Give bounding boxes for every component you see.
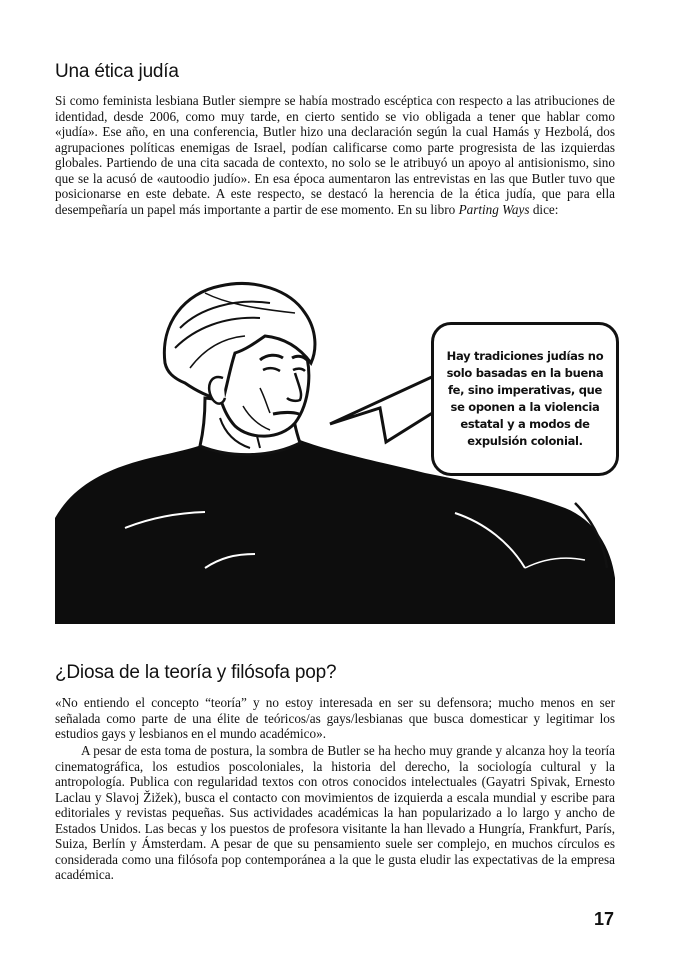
section-heading-etica-judia: Una ética judía (55, 61, 179, 82)
speech-bubble-tail (328, 372, 438, 447)
page-number: 17 (594, 909, 615, 929)
book-title: Parting Ways (458, 201, 530, 217)
speech-bubble (431, 322, 619, 476)
paragraph-text-part-2: dice: (529, 201, 559, 217)
section-heading-diosa-teoria: ¿Diosa de la teoría y filósofa pop? (55, 662, 337, 683)
paragraph-text-part-1: Si como feminista lesbiana Butler siempre se había mostrado escéptica con respecto a las atribuciones de identidad, desde 2006, como muy tarde, en cierto sentido se vio obligada a tener que hablar como «judía». Ese año, en una conferencia, Butler hizo una declaración según la cual Hamás y Hezbolá, dos agrupaciones políticas enemigas de Israel, podían calificarse como parte progresista de las izquierdas globales. Partiendo de una cita sacada de contexto, no solo se le atribuyó un apoyo al antisionismo, sino que se la acusó de «autoodio judío». En esa época aumentaron las entrevistas en las que Butler tuvo que posicionarse en este debate. A este respecto, se destacó la herencia de la ética judía, que para ella desempeñaría un papel más importante a partir de ese momento. En su libro (55, 93, 615, 217)
butler-quote-paragraph: «No entiendo el concepto “teoría” y no estoy interesada en ser su defensora; mucho menos en ser señalada como parte de una élite de teóricos/as gays/lesbianas que busca domesticar y legitimar los estudios gays y lesbianos en el mundo académico». (55, 695, 615, 741)
speech-bubble-text: Hay tradiciones judías no solo basadas en la buena fe, sino imperativas, que se oponen a la violencia estatal y a modos de expulsión colonial. (446, 349, 604, 448)
body-paragraph: A pesar de esta toma de postura, la sombra de Butler se ha hecho muy grande y alcanza hoy la teoría cinematográfica, los estudios poscoloniales, la historia del derecho, la sociología cultural y la antropología. Publica con regularidad textos con otros conocidos intelectuales (Gayatri Spivak, Ernesto Laclau y Slavoj Žižek), busca el contacto con movimientos de izquierda a escala mundial y escribe para editoriales y revistas pequeñas. Sus actividades académicas la han popularizado a lo largo y ancho de Estados Unidos. Las becas y los puestos de profesora visitante la han llevado a Hungría, Frankfurt, París, Suiza, Berlín y Ámsterdam. A pesar de que su pensamiento suele ser complejo, en muchos círculos es considerada como una filósofa pop contemporánea a la que le gusta eludir las expectativas de la empresa académica. (55, 743, 615, 882)
intro-paragraph (55, 93, 615, 217)
